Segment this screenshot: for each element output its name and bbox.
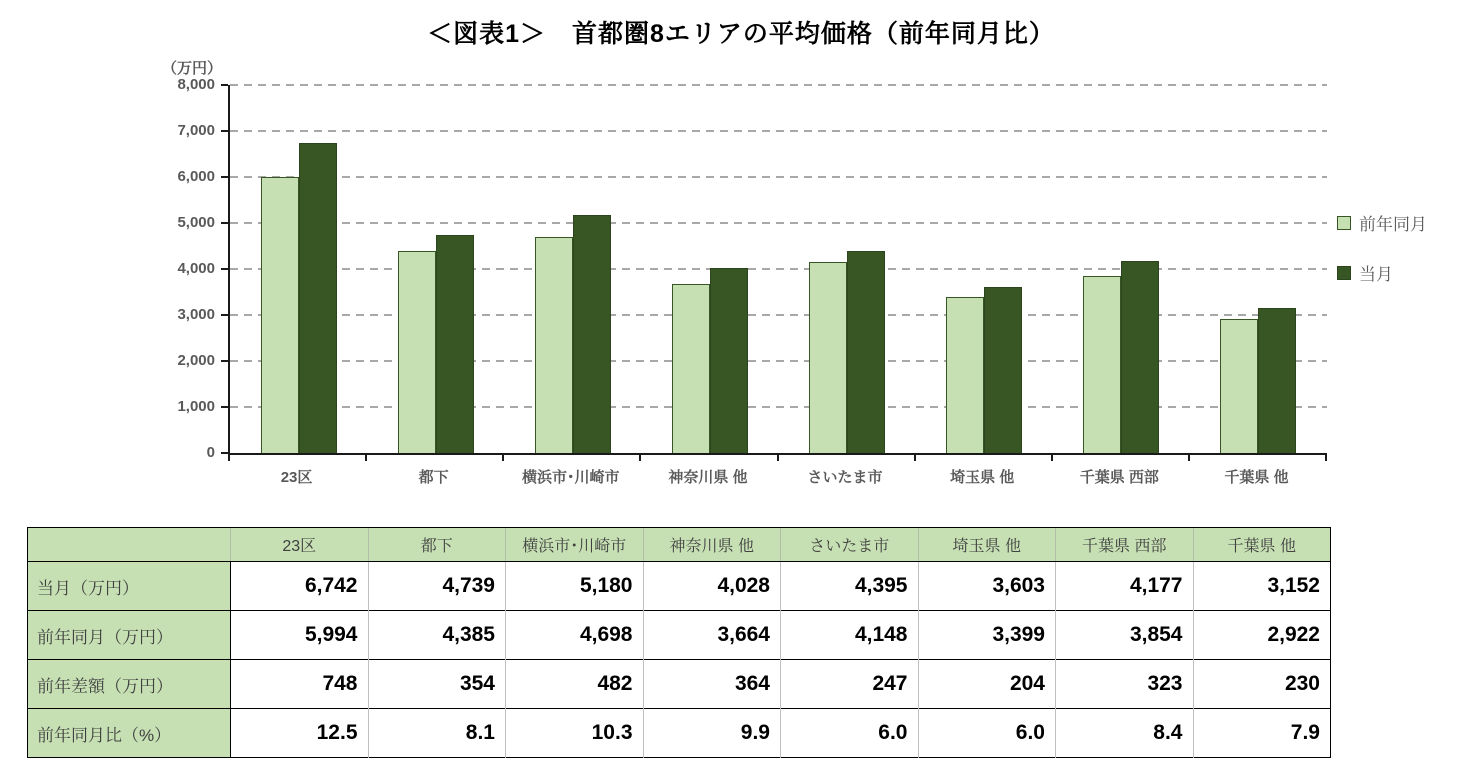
table-value-cell: 12.5 [231,709,369,758]
table-value-cell: 204 [918,660,1056,709]
x-tick-mark [365,455,367,461]
table-value-cell: 6.0 [781,709,919,758]
y-tick-mark [221,406,228,408]
table-header-cell: 都下 [368,528,506,562]
table-header-cell: 23区 [231,528,369,562]
chart-legend [1337,210,1427,310]
table-header-cell: 千葉県 西部 [1056,528,1194,562]
bar-当月-千葉県 他 [1258,308,1296,453]
bar-当月-さいたま市 [847,251,885,453]
y-tick-label: 1,000 [177,398,215,415]
table-header-row [28,528,1331,562]
table-value-cell: 230 [1193,660,1331,709]
table-row [28,660,1331,709]
bar-前年同月-横浜市･川崎市 [535,237,573,453]
bar-series [230,85,1327,453]
x-category-label: 千葉県 他 [1224,469,1289,486]
table-value-cell: 3,603 [918,562,1056,611]
table-value-cell: 3,854 [1056,611,1194,660]
table-value-cell: 4,739 [368,562,506,611]
x-tick-mark [639,455,641,461]
bar-当月-都下 [436,235,474,453]
y-tick-mark [221,314,228,316]
bar-group-1 [230,85,367,453]
table-value-cell: 2,922 [1193,611,1331,660]
x-category-label: 都下 [418,469,449,486]
table-header-cell: 神奈川県 他 [643,528,781,562]
table-value-cell: 3,152 [1193,562,1331,611]
x-category-label: さいたま市 [807,469,883,486]
table-value-cell: 6,742 [231,562,369,611]
x-tick-mark [1325,455,1327,461]
table-row [28,709,1331,758]
bar-当月-千葉県 西部 [1121,261,1159,453]
table-value-cell: 4,395 [781,562,919,611]
bar-group-6 [916,85,1053,453]
y-axis-unit-label: （万円） [161,60,222,77]
legend-swatch-icon [1337,216,1351,230]
y-tick-label: 5,000 [177,214,215,231]
table-value-cell: 364 [643,660,781,709]
y-tick-mark [221,222,228,224]
legend-item-当月 [1337,260,1427,285]
table-value-cell: 3,664 [643,611,781,660]
table-header-cell: さいたま市 [781,528,919,562]
y-tick-mark [221,176,228,178]
legend-label: 前年同月 [1359,215,1427,234]
y-tick-label: 0 [206,444,215,461]
x-tick-mark [228,455,230,461]
y-tick-label: 8,000 [177,76,215,93]
table-row-label: 当月（万円） [28,562,231,611]
table-value-cell: 247 [781,660,919,709]
y-tick-label: 7,000 [177,122,215,139]
bar-前年同月-千葉県 西部 [1083,276,1121,453]
x-category-label: 23区 [280,469,313,486]
table-value-cell: 8.1 [368,709,506,758]
bar-group-2 [367,85,504,453]
data-table [27,527,1331,758]
table-value-cell: 4,385 [368,611,506,660]
plot-area [228,85,1327,455]
y-tick-mark [221,130,228,132]
table-value-cell: 748 [231,660,369,709]
bar-当月-横浜市･川崎市 [573,215,611,453]
x-tick-mark [1188,455,1190,461]
x-category-label: 横浜市･川崎市 [522,469,620,486]
bar-前年同月-千葉県 他 [1220,319,1258,453]
table-value-cell: 8.4 [1056,709,1194,758]
bar-当月-埼玉県 他 [984,287,1022,453]
bar-group-3 [504,85,641,453]
y-tick-mark [221,84,228,86]
x-tick-mark [914,455,916,461]
legend-label: 当月 [1359,265,1393,284]
table-row [28,611,1331,660]
y-tick-label: 6,000 [177,168,215,185]
bar-前年同月-神奈川県 他 [672,284,710,453]
table-value-cell: 3,399 [918,611,1056,660]
table-value-cell: 10.3 [506,709,644,758]
x-tick-mark [1051,455,1053,461]
y-tick-mark [221,452,228,454]
table-value-cell: 5,180 [506,562,644,611]
x-category-label: 千葉県 西部 [1079,469,1159,486]
bar-前年同月-都下 [398,251,436,453]
table-value-cell: 4,028 [643,562,781,611]
y-tick-label: 4,000 [177,260,215,277]
y-tick-label: 3,000 [177,306,215,323]
x-category-label: 神奈川県 他 [668,469,748,486]
table-value-cell: 354 [368,660,506,709]
legend-item-前年同月 [1337,210,1427,235]
bar-前年同月-埼玉県 他 [946,297,984,453]
y-tick-mark [221,360,228,362]
table-value-cell: 5,994 [231,611,369,660]
bar-group-8 [1190,85,1327,453]
bar-前年同月-さいたま市 [809,262,847,453]
x-tick-mark [777,455,779,461]
bar-group-5 [779,85,916,453]
table-value-cell: 482 [506,660,644,709]
bar-当月-23区 [299,143,337,453]
y-tick-mark [221,268,228,270]
table-header-cell: 横浜市･川崎市 [506,528,644,562]
legend-swatch-icon [1337,266,1351,280]
bar-group-4 [641,85,778,453]
bar-当月-神奈川県 他 [710,268,748,453]
table-value-cell: 4,148 [781,611,919,660]
table-corner-cell [28,528,231,562]
bar-group-7 [1053,85,1190,453]
table-header-cell: 千葉県 他 [1193,528,1331,562]
table-row-label: 前年同月（万円） [28,611,231,660]
table-value-cell: 7.9 [1193,709,1331,758]
x-category-label: 埼玉県 他 [950,469,1015,486]
table-header-cell: 埼玉県 他 [918,528,1056,562]
table-value-cell: 9.9 [643,709,781,758]
table-value-cell: 323 [1056,660,1194,709]
x-tick-mark [502,455,504,461]
table-row-label: 前年差額（万円） [28,660,231,709]
bar-前年同月-23区 [261,177,299,453]
table-value-cell: 4,177 [1056,562,1194,611]
y-tick-label: 2,000 [177,352,215,369]
table-row [28,562,1331,611]
table-value-cell: 4,698 [506,611,644,660]
table-value-cell: 6.0 [918,709,1056,758]
chart-title: ＜図表1＞ 首都圏8エリアの平均価格（前年同月比） [427,20,1055,48]
table-row-label: 前年同月比（%） [28,709,231,758]
